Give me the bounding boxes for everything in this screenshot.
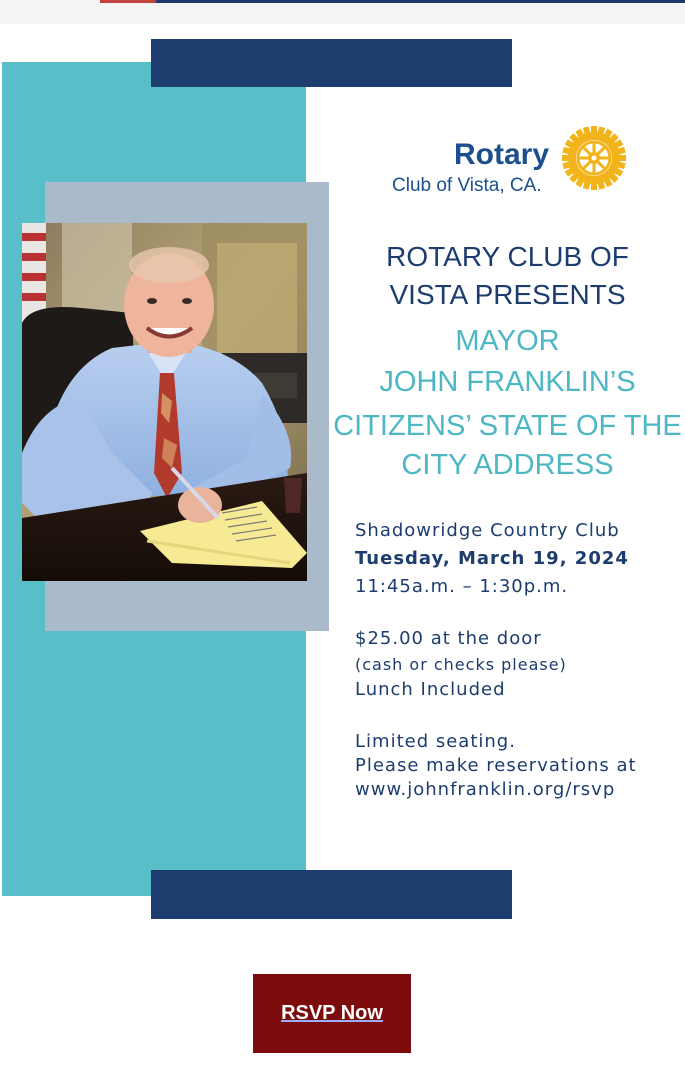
event-lunch: Lunch Included [355, 679, 506, 700]
navy-bar-bottom [151, 870, 512, 919]
event-time: 11:45a.m. – 1:30p.m. [355, 576, 569, 597]
event-rsvp-url: www.johnfranklin.org/rsvp [355, 779, 616, 800]
top-strip [0, 0, 685, 24]
rotary-logo [390, 126, 630, 198]
event-reservations: Please make reservations at [355, 755, 637, 776]
event-venue: Shadowridge Country Club [355, 520, 620, 541]
rotary-logo-word: Rotary [454, 138, 550, 171]
event-seating: Limited seating. [355, 731, 516, 752]
headline-mayor-name: JOHN FRANKLIN’S [379, 366, 636, 398]
top-strip-navy-accent [156, 0, 685, 3]
headline-line-1: ROTARY CLUB OF [386, 241, 629, 272]
event-payment-note: (cash or checks please) [355, 655, 567, 674]
rsvp-now-label: RSVP Now [281, 1002, 383, 1024]
rotary-club-subtitle: Club of Vista, CA. [392, 175, 542, 196]
headline-address-line-1: CITIZENS’ STATE OF THE [333, 410, 682, 442]
rotary-wheel-icon [562, 126, 626, 190]
headline-line-2: VISTA PRESENTS [389, 279, 626, 310]
top-strip-red-accent [100, 0, 156, 3]
headline-address-line-2: CITY ADDRESS [401, 449, 614, 481]
headline-mayor: MAYOR [455, 325, 560, 357]
navy-bar-top [151, 39, 512, 87]
event-price: $25.00 at the door [355, 628, 542, 649]
event-date: Tuesday, March 19, 2024 [355, 548, 629, 569]
rsvp-now-button[interactable] [253, 974, 411, 1053]
mayor-photo [22, 223, 307, 581]
